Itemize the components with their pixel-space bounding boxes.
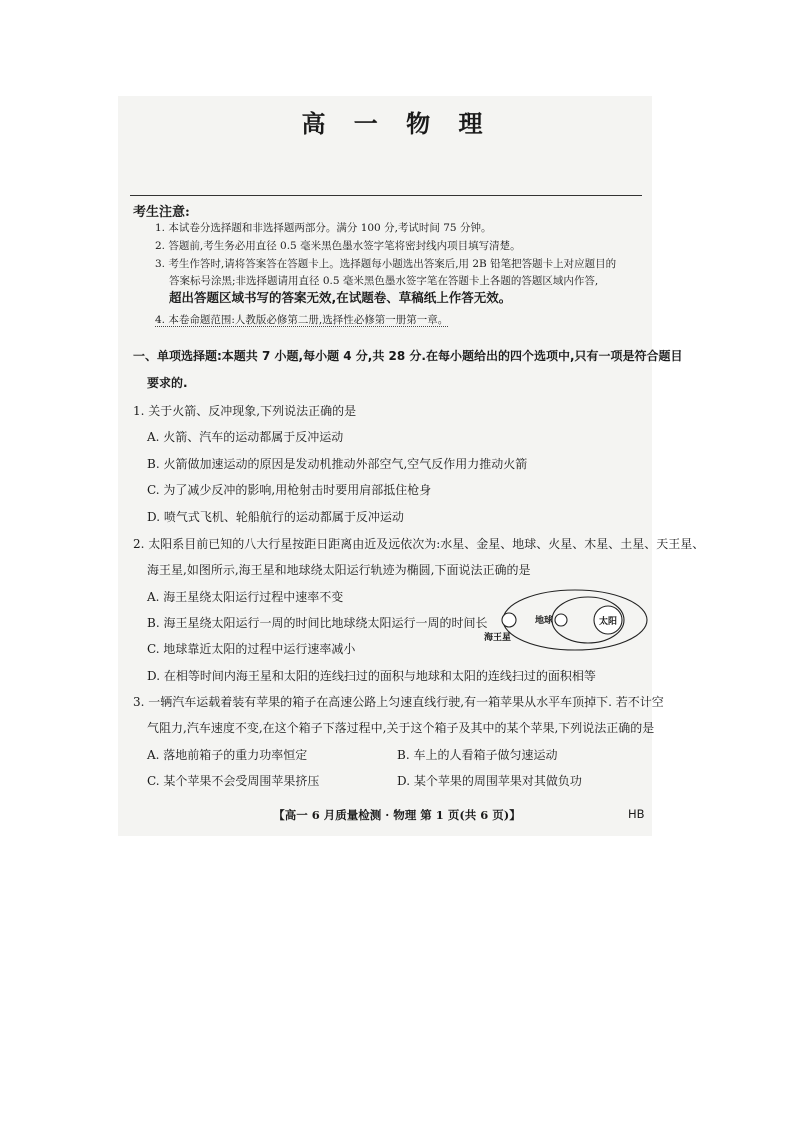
orbit-diagram [478, 586, 648, 656]
q3-option-c: C. 某个苹果不会受周围苹果挤压 [147, 774, 320, 788]
notice-heading: 考生注意: [133, 205, 190, 220]
q2-option-a: A. 海王星绕太阳运行过程中速率不变 [147, 590, 344, 604]
section-heading-line1: 一、单项选择题:本题共 7 小题,每小题 4 分,共 28 分.在每小题给出的四个选项中,只有一项是符合题目 [133, 349, 683, 363]
page-title: 高 一 物 理 [301, 109, 493, 138]
neptune-label: 海王星 [484, 633, 512, 643]
q1-option-b: B. 火箭做加速运动的原因是发动机推动外部空气,空气反作用力推动火箭 [147, 457, 528, 471]
notice-item-4-text: 4. 本卷命题范围:人教版必修第二册,选择性必修第一册第一章。 [155, 314, 449, 326]
q3-option-d: D. 某个苹果的周围苹果对其做负功 [397, 774, 582, 788]
header-rule [130, 195, 642, 196]
neptune-planet [502, 613, 516, 627]
q1-option-a: A. 火箭、汽车的运动都属于反冲运动 [147, 430, 344, 444]
notice-item-2: 2. 答题前,考生务必用直径 0.5 毫米黑色墨水签字笔将密封线内项目填写清楚。 [155, 240, 521, 252]
q3-option-a: A. 落地前箱子的重力功率恒定 [147, 748, 308, 762]
notice-item-1: 1. 本试卷分选择题和非选择题两部分。满分 100 分,考试时间 75 分钟。 [155, 222, 492, 234]
q1-option-d: D. 喷气式飞机、轮船航行的运动都属于反冲运动 [147, 510, 404, 524]
q2-option-d: D. 在相等时间内海王星和太阳的连线扫过的面积与地球和太阳的连线扫过的面积相等 [147, 669, 596, 683]
q1-option-c: C. 为了减少反冲的影响,用枪射击时要用肩部抵住枪身 [147, 483, 432, 497]
q3-option-b: B. 车上的人看箱子做匀速运动 [397, 748, 558, 762]
section-heading-line2: 要求的. [147, 376, 188, 390]
notice-item-3-emphasis: 超出答题区域书写的答案无效,在试题卷、草稿纸上作答无效。 [169, 290, 512, 305]
orbit-diagram-svg [478, 586, 648, 656]
notice-item-3-cont: 答案标号涂黑;非选择题请用直径 0.5 毫米黑色墨水签字笔在答题卡上各题的答题区域内作答, [169, 275, 599, 287]
footer-code: HB [628, 807, 645, 821]
notice-item-3: 3. 考生作答时,请将答案答在答题卡上。选择题每小题选出答案后,用 2B 铅笔把答题卡上对应题目的 [155, 258, 617, 270]
q2-stem-line2: 海王星,如图所示,海王星和地球绕太阳运行轨迹为椭圆,下面说法正确的是 [147, 563, 531, 577]
q2-option-b: B. 海王星绕太阳运行一周的时间比地球绕太阳运行一周的时间长 [147, 616, 488, 630]
earth-planet [555, 614, 567, 626]
q2-option-c: C. 地球靠近太阳的过程中运行速率减小 [147, 642, 356, 656]
q2-stem-line1: 2. 太阳系目前已知的八大行星按距日距离由近及远依次为:水星、金星、地球、火星、木星、土星、天王星、 [133, 537, 705, 551]
q1-stem: 1. 关于火箭、反冲现象,下列说法正确的是 [133, 404, 357, 418]
page-footer: 【高一 6 月质量检测 · 物理 第 1 页(共 6 页)】 [273, 808, 521, 822]
notice-item-4 [155, 312, 448, 328]
earth-label: 地球 [535, 616, 554, 626]
sun-label: 太阳 [599, 617, 618, 627]
q3-stem-line1: 3. 一辆汽车运载着装有苹果的箱子在高速公路上匀速直线行驶,有一箱苹果从水平车顶掉下. 若不计空 [133, 695, 664, 709]
q3-stem-line2: 气阻力,汽车速度不变,在这个箱子下落过程中,关于这个箱子及其中的某个苹果,下列说法正确的是 [147, 721, 655, 735]
